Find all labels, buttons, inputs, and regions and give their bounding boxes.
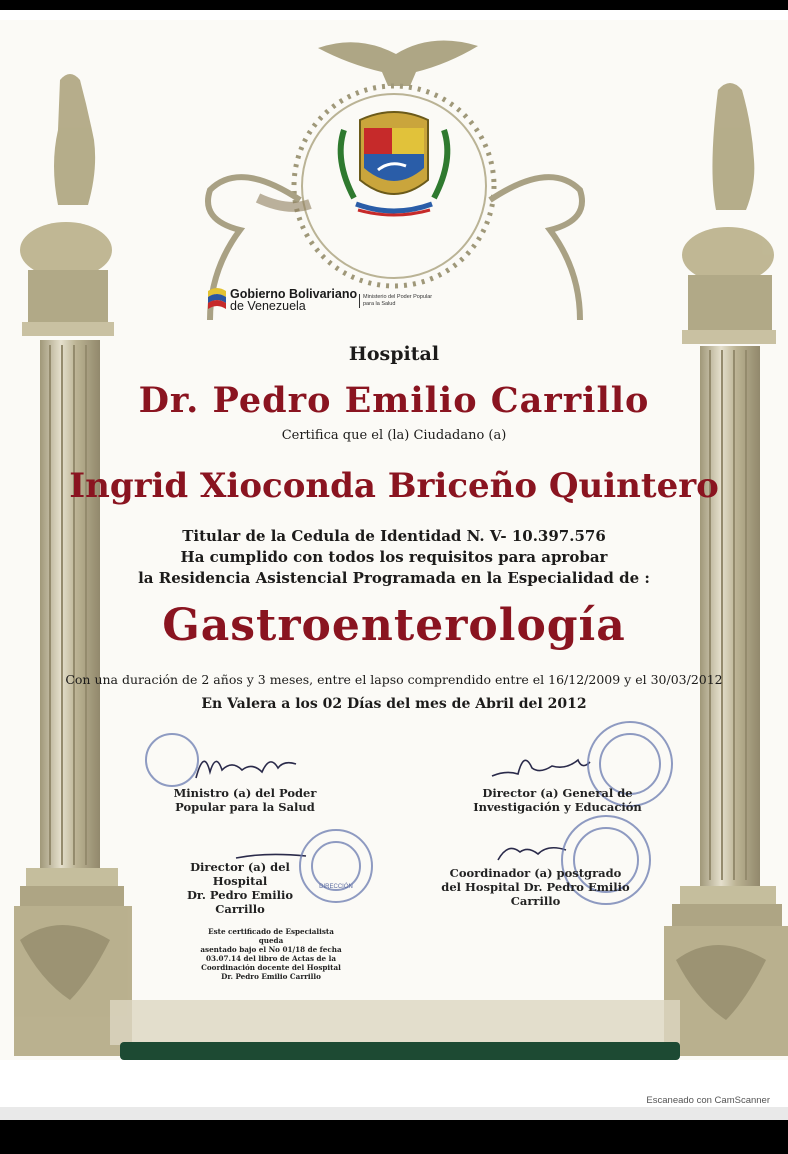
residency-line: la Residencia Asistencial Programada en la Especialidad de : — [138, 569, 650, 587]
signature-postgrad-coordinator-line-1: Coordinador (a) postgrado — [449, 866, 622, 880]
registry-note-line-2: asentado bajo el No 01/18 de fecha — [200, 945, 342, 954]
signature-minister — [170, 786, 320, 814]
bottom-grey-strip — [0, 1107, 788, 1120]
ministry-line-2: para la Salud — [363, 301, 396, 307]
government-line-2: de Venezuela — [230, 299, 306, 313]
venezuela-flag-icon — [206, 287, 228, 313]
signature-hospital-director-line-1: Director (a) del Hospital — [190, 860, 290, 888]
eagle-ornament — [318, 41, 478, 86]
coat-of-arms — [341, 112, 448, 215]
recipient-name: Ingrid Xioconda Briceño Quintero — [69, 466, 719, 506]
registry-note-line-5: Dr. Pedro Emilio Carrillo — [221, 972, 321, 981]
signature-director-general-line-2: Investigación y Educación — [473, 800, 642, 814]
registry-note — [196, 927, 346, 981]
requirements-line: Ha cumplido con todos los requisitos para aprobar — [180, 548, 608, 566]
signature-hospital-director-line-2: Dr. Pedro Emilio Carrillo — [186, 888, 294, 916]
scanner-footer-text: Escaneado con CamScanner — [646, 1095, 770, 1106]
bottom-ornament-band — [110, 1000, 680, 1045]
signature-minister-line-2: Popular para la Salud — [175, 800, 315, 814]
registry-note-line-4: Coordinación docente del Hospital — [201, 963, 341, 972]
place-date-line: En Valera a los 02 Días del mes de Abril del 2012 — [201, 696, 587, 712]
stamp-direction-text: DIRECCIÓN — [319, 884, 353, 890]
hospital-name: Dr. Pedro Emilio Carrillo — [138, 380, 650, 421]
id-line: Titular de la Cedula de Identidad N. V- 10.397.576 — [182, 527, 606, 545]
government-line-1: Gobierno Bolivariano — [230, 287, 358, 301]
right-ribbon — [490, 177, 582, 320]
ministry-logo-text — [359, 294, 432, 308]
signature-director-general — [470, 786, 645, 814]
signature-hospital-director — [165, 860, 315, 916]
government-logo-text — [230, 288, 357, 312]
ministry-line-1: Ministerio del Poder Popular — [363, 294, 433, 300]
duration-line: Con una duración de 2 años y 3 meses, entre el lapso comprendido entre el 16/12/2009 y el 30/03/2012 — [65, 672, 723, 687]
hospital-label: Hospital — [348, 343, 440, 365]
specialty-title: Gastroenterología — [162, 600, 626, 651]
registry-note-line-1: Este certificado de Especialista queda — [208, 927, 334, 945]
registry-note-line-3: 03.07.14 del libro de Actas de la — [206, 954, 336, 963]
bottom-black-bar — [0, 1120, 788, 1154]
signature-postgrad-coordinator-line-2: del Hospital Dr. Pedro Emilio Carrillo — [441, 880, 630, 908]
signature-director-general-line-1: Director (a) General de — [482, 786, 633, 800]
signature-postgrad-coordinator — [428, 866, 643, 908]
certifies-text: Certifica que el (la) Ciudadano (a) — [281, 428, 507, 443]
bottom-green-band — [120, 1042, 680, 1060]
signature-minister-line-1: Ministro (a) del Poder — [173, 786, 317, 800]
